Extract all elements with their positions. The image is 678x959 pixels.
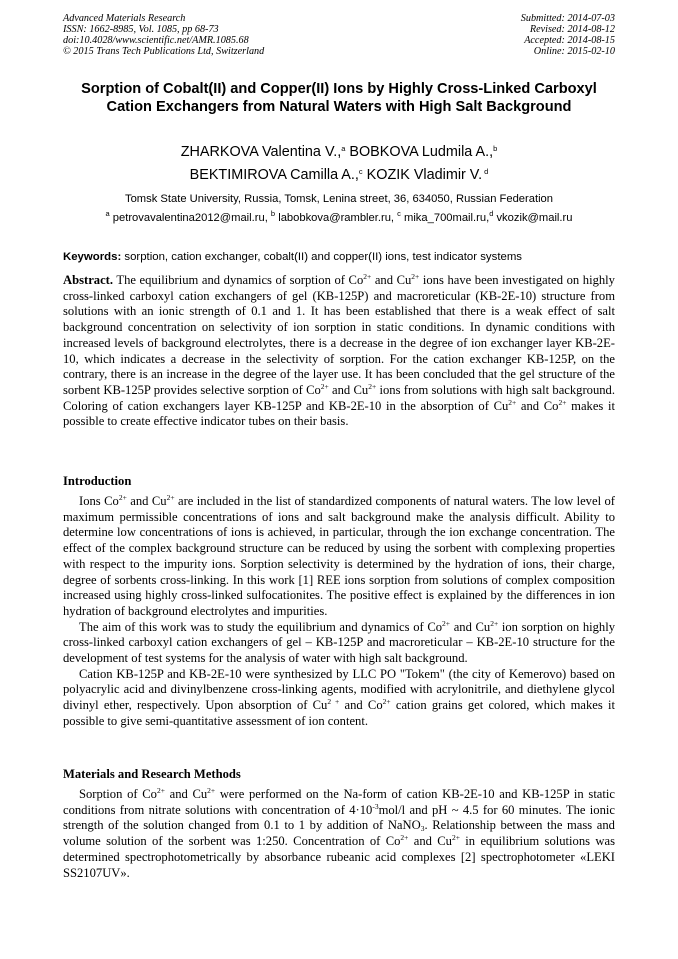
author-name: ZHARKOVA Valentina V., [180,144,342,160]
ion-charge: 2+ [368,381,377,391]
journal-name: Advanced Materials Research [63,13,186,24]
keywords-text: sorption, cation exchanger, cobalt(II) and copper(II) ions, test indicator systems [121,251,522,263]
paragraph-text: and Cu [126,494,167,508]
paragraph-text: The aim of this work was to study the equilibrium and dynamics of Co [79,619,443,634]
email-mark: b [270,209,276,218]
email-mark: d [489,209,494,218]
date-revised: Revised: 2014-08-12 [529,24,615,35]
date-accepted: Accepted: 2014-08-15 [524,35,615,46]
ion-charge: 2+ [558,397,567,407]
paragraph [63,620,615,667]
paragraph-text: Sorption of Co [79,787,157,801]
journal-issn: ISSN: 1662-8985, Vol. 1085, pp 68-73 [63,24,219,35]
section-heading-methods: Materials and Research Methods [63,767,241,781]
email-mark: a [105,209,110,218]
paragraph-text: . Relationship between the mass and volume solution of the sorbent was 1:250. Concentration of Co [63,818,615,849]
methods-body [63,787,615,881]
date-submitted: Submitted: 2014-07-03 [520,13,615,24]
author-list [63,141,615,187]
journal-copyright: © 2015 Trans Tech Publications Ltd, Switzerland [63,46,265,57]
abstract-text: ions have been investigated on highly cross-linked carboxyl cation exchangers of gel (KB-125P) and macroreticular (KB-2E-10) structure from solutions with an ionic strength of 0.1 and 1. It has been established that there is a weak effect of salt background concentration on selectivity of ion sorption in static conditions. In dynamic conditions with increased levels of background electrolytes, there is a decrease in the degree of ion exchanger layer KB-2E-10, which indicates a decrease in the selectivity of sorption. For the cation exchanger KB-125P, on the contrary, there is an increase in the degree of the layer use. It has been concluded that the gel structure of the sorbent KB-125P provides selective sorption of Co [63,273,615,397]
affiliation: Tomsk State University, Russia, Tomsk, Lenina street, 36, 634050, Russian Federation [124,193,554,205]
ion-charge: 2+ [411,272,420,281]
paragraph-text: in equilibrium solutions was determined spectrophotometrically by absorbance rubeanic acid complexes [2] spectrophotometer «LEKI SS2107UV». [63,834,615,880]
paragraph-text: ion sorption on highly cross-linked carboxyl cation exchangers of gel – KB-125P and macroreticular – KB-2E-10 structure for the development of test systems for the analysis of water with high salt background. [63,619,616,666]
paragraph-text: and Cu [408,834,452,849]
abstract-text: and Cu [328,382,369,397]
ion-charge: 2+ [451,833,460,843]
author-name: KOZIK Vladimir V. [362,167,483,183]
author-affiliation-mark: d [482,167,489,176]
journal-header-left [63,13,264,57]
ion-charge: 2+ [118,493,127,502]
ion-charge: 2+ [166,493,175,502]
paragraph [63,667,615,730]
paragraph-text: are included in the list of standardized components of natural waters. The low level of maximum permissible concentrations of ions and salt background make the analysis difficult. Ability to determine low concentrations of ions is achieved, in particular, through the ion exchange concentration. The effect of the complex background structure can be reduced by using the sorbent with complexing properties with respect to the impurity ions. Sorption selectivity is determined by the hydration of ions, their charge, degree of sorbents cross-linking. In this work [1] REE ions sorption from solutions of complex composition increased using highly cross-linked sulfocationites. The positive effect is explained by the differences in ion hydration of background electrolytes and impurities. [63,494,615,618]
abstract-text: ions from solutions with high salt background. Coloring of cation exchangers layer KB-125P and KB-2E-10 in the absorption of Cu [63,382,615,413]
ion-charge: 2+ [400,833,409,843]
subscript: 3 [420,824,425,834]
exponent: -3 [372,801,379,811]
author-name: BOBKOVA Ludmila A., [345,144,494,160]
author-name: BEKTIMIROVA Camilla A., [189,167,359,183]
paragraph-text: Cation KB-125P and KB-2E-10 were synthesized by LLC PO "Tokem" (the city of Kemerovo) based on polyacrylic acid and divinylbenzene cross-linking agents, modified with acrylonitrile, and diethylene glycol divinyl ether, respectively. Upon absorption of Cu [63,666,615,713]
ion-charge: 2 + [327,697,340,707]
abstract [63,273,615,430]
email-link[interactable]: mika_700mail.ru, [400,212,490,224]
author-affiliation-mark: a [341,144,346,153]
date-online: Online: 2015-02-10 [533,46,615,57]
paper-title: Sorption of Cobalt(II) and Copper(II) Ions by Highly Cross-Linked Carboxyl Cation Exchangers from Natural Waters with High Salt Background [81,81,597,115]
abstract-text: and Cu [371,273,412,287]
email-mark: c [397,209,401,218]
abstract-text: and Co [516,398,559,413]
paragraph [63,787,615,881]
ion-charge: 2+ [320,381,329,391]
keywords-label: Keywords: [63,251,122,263]
ion-charge: 2+ [207,786,216,795]
author-affiliation-mark: c [358,167,363,176]
paragraph-text: and Co [339,698,383,713]
paragraph-text: and Cu [450,619,491,634]
ion-charge: 2+ [156,786,165,795]
paragraph-text: mol/l and pH ~ 4.5 for 60 minutes. The ionic strength of the solution changed from 0.1 to 1 by addition of NaNO [63,802,615,833]
abstract-text: The equilibrium and dynamics of sorption of Co [113,273,364,287]
abstract-label: Abstract. [63,273,114,287]
section-heading-introduction: Introduction [63,474,132,488]
ion-charge: 2+ [382,697,391,707]
abstract-text: makes it possible to create effective indicator tubes on their basis. [63,398,615,429]
introduction-body [63,494,615,730]
ion-charge: 2+ [490,618,499,628]
journal-header-right [521,13,615,57]
ion-charge: 2+ [442,618,451,628]
email-link[interactable]: vkozik@mail.ru [493,212,573,224]
paragraph-text: and Cu [164,787,208,801]
keywords [63,250,615,264]
email-list [63,211,615,225]
email-link[interactable]: petrovavalentina2012@mail.ru, [109,212,271,224]
paragraph-text: were performed on the Na-form of cation KB-2E-10 and KB-125P in static conditions from nitrate solutions with concentration of 4·10 [63,787,615,817]
email-link[interactable]: labobkova@rambler.ru, [275,212,398,224]
paragraph-text: cation grains get colored, which makes it possible to give semi-quantitative assessment of ion content. [63,698,615,728]
journal-doi: doi:10.4028/www.scientific.net/AMR.1085.68 [63,35,249,46]
paragraph-text: Ions Co [79,494,119,508]
paragraph [63,494,615,620]
author-affiliation-mark: b [493,144,498,153]
ion-charge: 2+ [363,272,372,281]
ion-charge: 2+ [508,397,517,407]
